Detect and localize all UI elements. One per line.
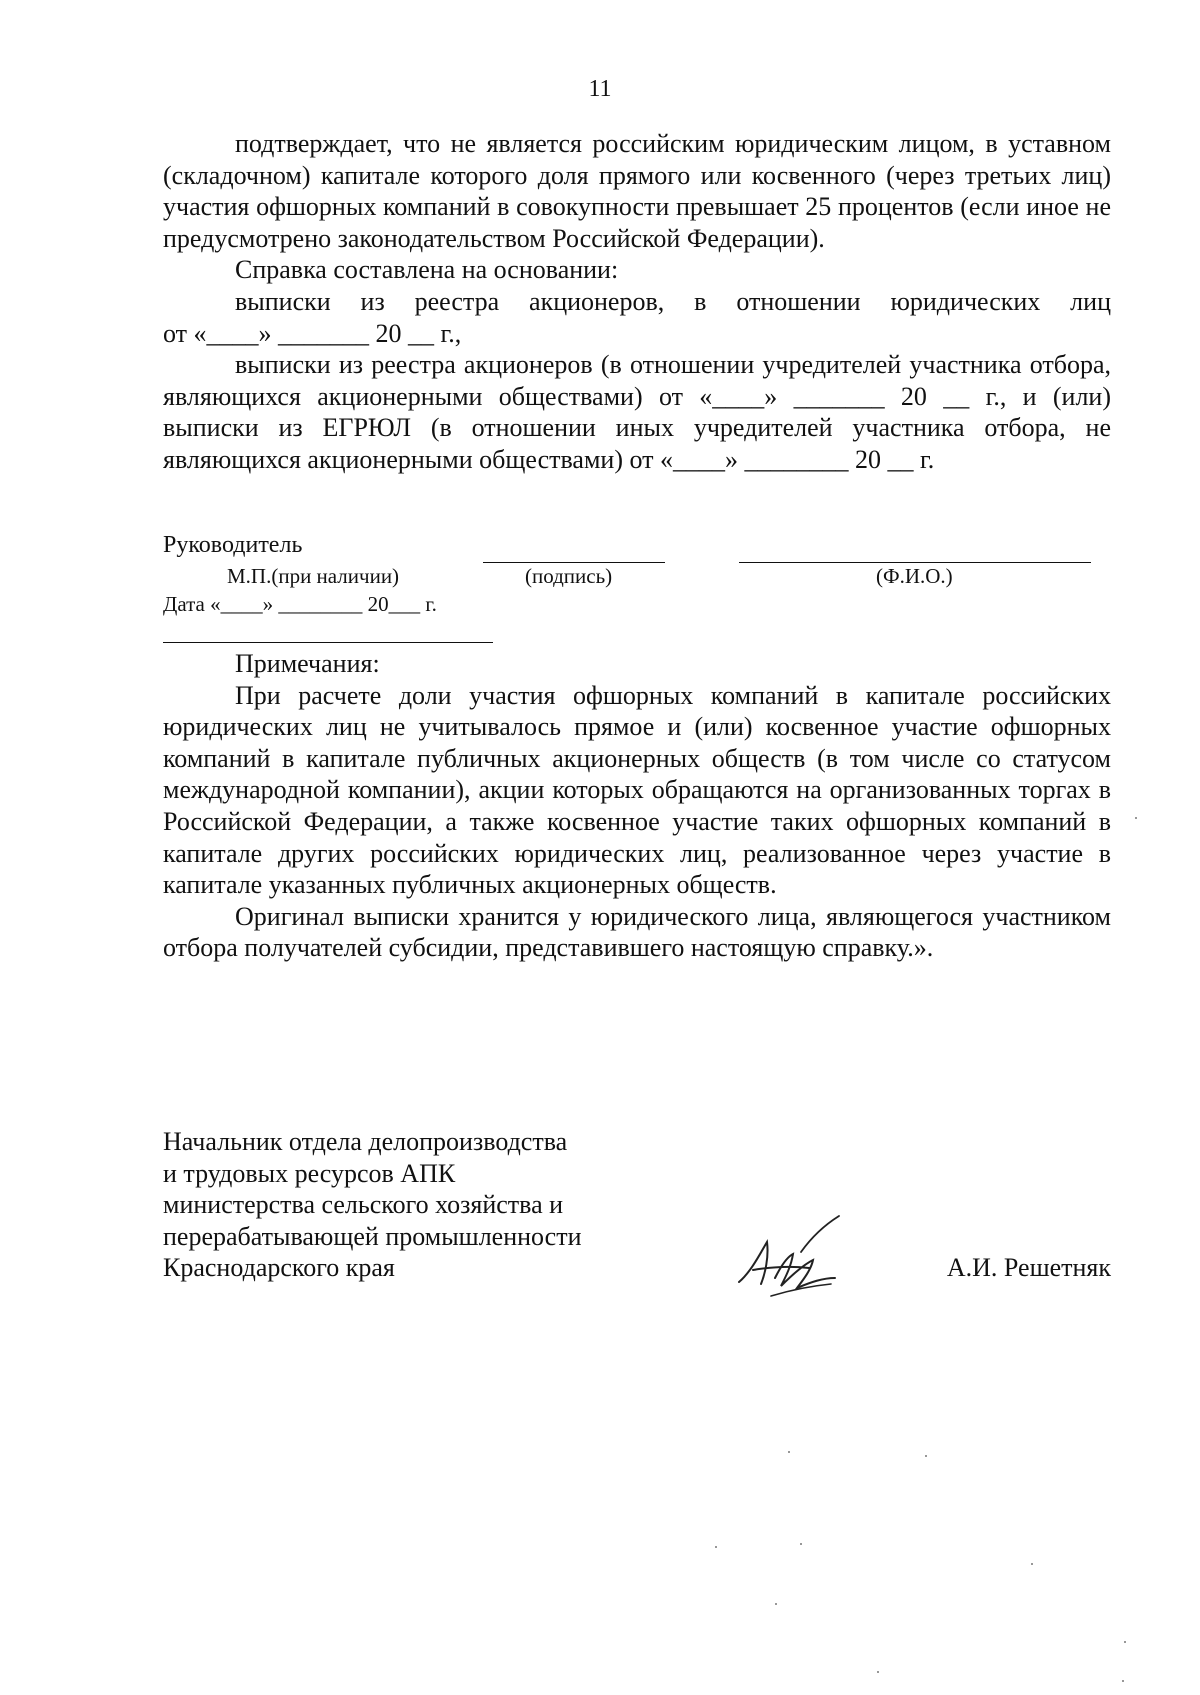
- stamp-label: М.П.(при наличии): [227, 564, 400, 588]
- signer-title-line: Начальник отдела делопроизводства: [163, 1127, 568, 1156]
- paragraph-extract-shareholders-line: выписки из реестра акционеров, в отношении юридических лиц: [235, 286, 1111, 316]
- note-offshore-participation: При расчете доли участия офшорных компаний в капитале российских юридических лиц не учитывалось прямое и (или) косвенное участие офшорных компаний в капитале публичных акционерных обществ (в том числе со статусом международной компании), акции которых обращаются на организованных торгах в Российской Федерации, а также косвенное участие таких офшорных компаний в капитале других российских юридических лиц, реализованное через участие в капитале указанных публичных акционерных обществ.: [163, 680, 1111, 900]
- notes-title: Примечания:: [235, 649, 380, 678]
- paragraph-basis: Справка составлена на основании:: [235, 255, 619, 285]
- paragraph-extract-founders: выписки из реестра акционеров (в отношении учредителей участника отбора, являющихся акционерными обществами) от «____» _______ 20 __ г., и (или) выписки из ЕГРЮЛ (в отношении иных учредителей участника отбора, не являющихся акционерными обществами) от «____» ________ 20 __ г.: [163, 350, 1111, 474]
- signer-title-line: и трудовых ресурсов АПК: [163, 1158, 456, 1188]
- signature-form: [163, 532, 1111, 616]
- notes-separator: [163, 642, 493, 643]
- signer-title-line: министерства сельского хозяйства и: [163, 1190, 564, 1220]
- handwritten-signature-icon: [731, 1212, 851, 1302]
- paragraph-extract-shareholders-date: от «____» _______ 20 __ г.,: [163, 318, 462, 348]
- signature-label: (подпись): [525, 564, 613, 588]
- paragraph-confirmation: подтверждает, что не является российским юридическим лицом, в уставном (складочном) капитале которого доля прямого или косвенного (через третьих лиц) участия офшорных компаний в совокупности превышает 25 процентов (если иное не предусмотрено законодательством Российской Федерации).: [163, 129, 1111, 253]
- notes-section: [163, 648, 1111, 964]
- signer-title-line: Краснодарского края: [163, 1253, 395, 1283]
- name-label: (Ф.И.О.): [876, 564, 953, 588]
- page-number: 11: [588, 76, 612, 102]
- signer-block: [163, 1126, 1111, 1284]
- date-label: Дата «____» ________ 20___ г.: [163, 592, 437, 616]
- signer-title-line: перерабатывающей промышленности: [163, 1221, 582, 1251]
- note-original-extract: Оригинал выписки хранится у юридического лица, являющегося участником отбора получателей субсидии, представившего настоящую справку.».: [163, 901, 1111, 963]
- signer-name: А.И. Решетняк: [946, 1253, 1111, 1282]
- head-label: Руководитель: [163, 532, 303, 558]
- document-body: [163, 128, 1111, 476]
